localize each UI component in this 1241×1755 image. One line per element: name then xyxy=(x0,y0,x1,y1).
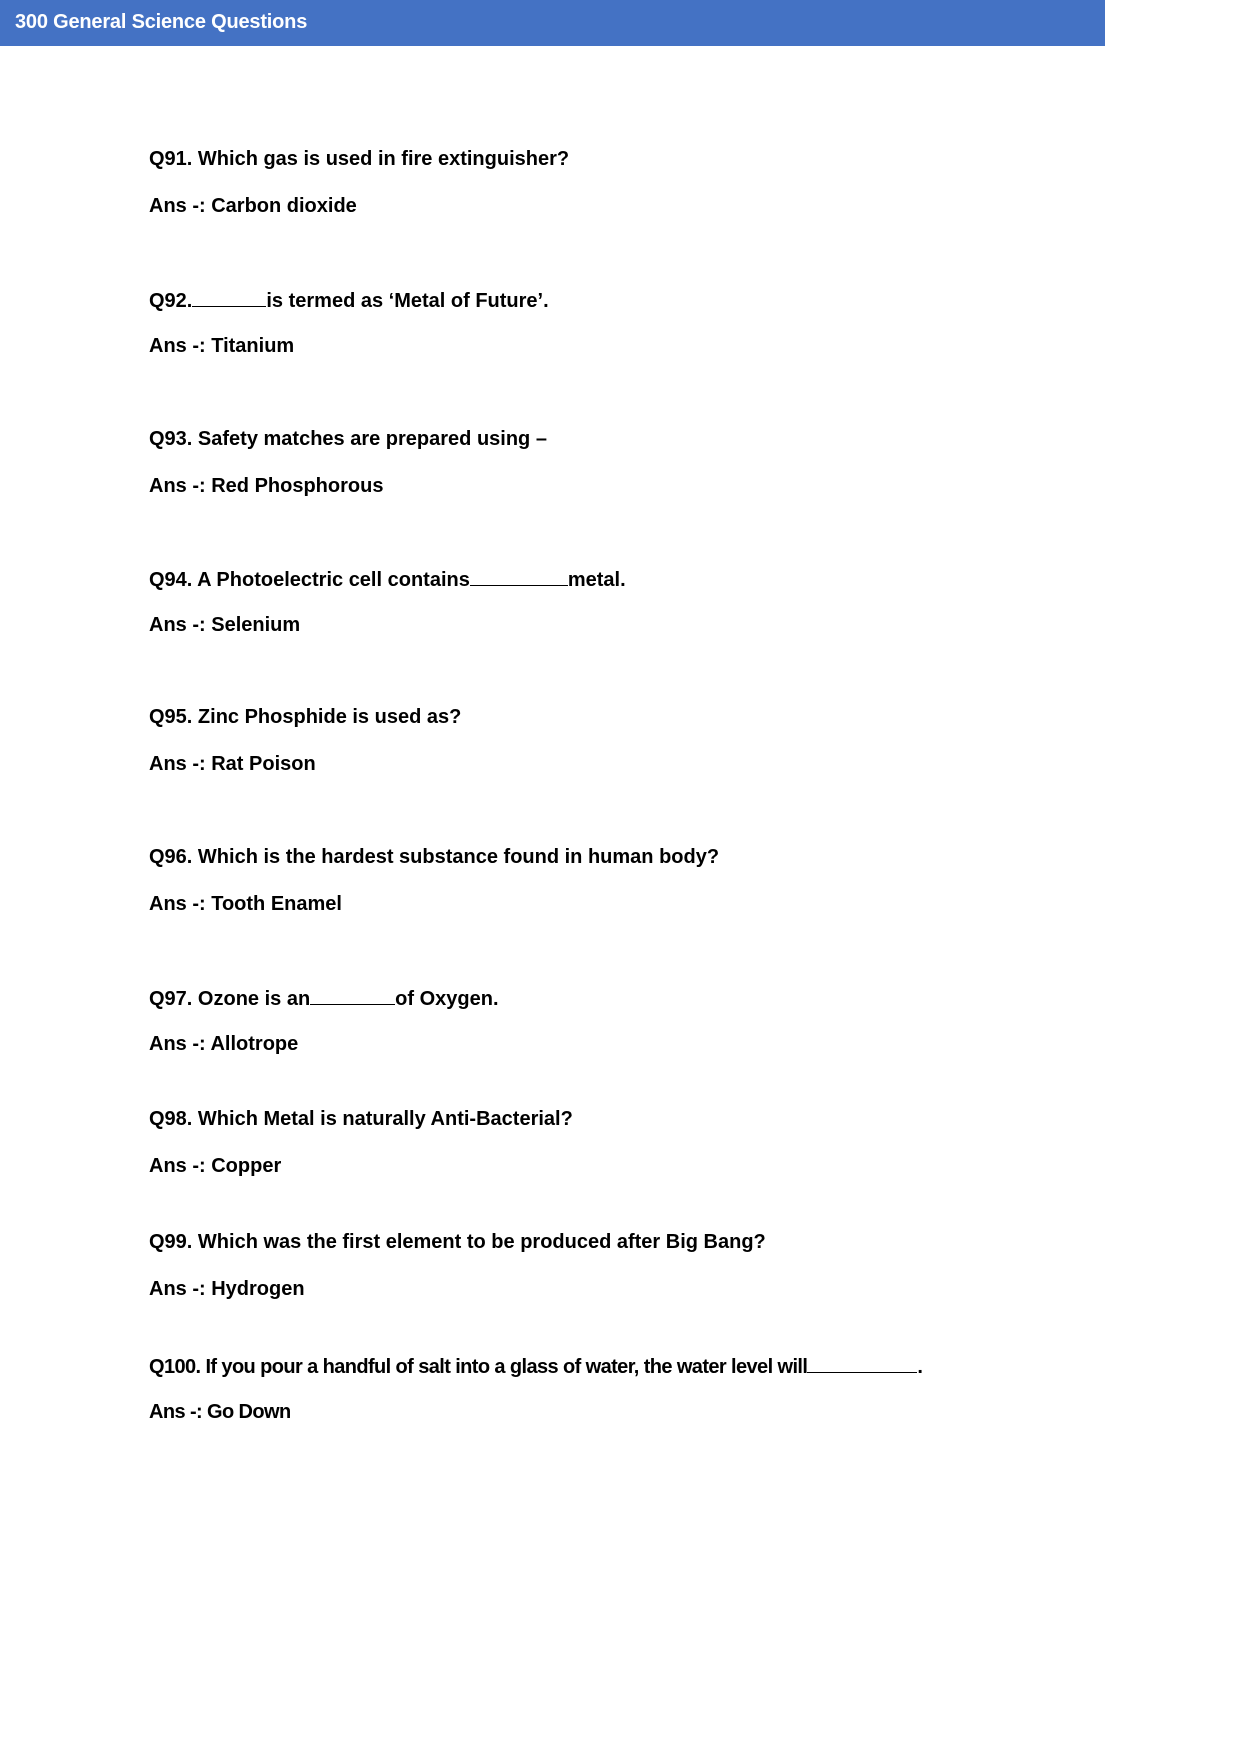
question-text: Which gas is used in fire extinguisher? xyxy=(192,148,570,170)
question-95 xyxy=(149,706,461,729)
question-number: Q91. xyxy=(149,148,193,170)
answer-99 xyxy=(149,1278,305,1301)
question-93 xyxy=(149,428,547,451)
question-number: Q95. xyxy=(149,706,193,728)
answer-93 xyxy=(149,475,383,498)
answer-98 xyxy=(149,1155,281,1178)
answer-prefix: Ans -: xyxy=(149,1155,206,1177)
question-number: Q93. xyxy=(149,428,193,450)
answer-text: Rat Poison xyxy=(205,753,316,775)
answer-97 xyxy=(149,1033,298,1056)
fill-in-blank xyxy=(192,288,266,307)
answer-prefix: Ans -: xyxy=(149,475,206,497)
question-91 xyxy=(149,148,569,171)
fill-in-blank xyxy=(807,1354,917,1373)
answer-prefix: Ans -: xyxy=(149,1033,206,1055)
document-title: 300 General Science Questions xyxy=(15,11,308,33)
question-text: If you pour a handful of salt into a glass of water, the water level will xyxy=(200,1356,808,1378)
question-number: Q98. xyxy=(149,1108,193,1130)
answer-text: Titanium xyxy=(205,335,295,357)
question-97 xyxy=(149,986,499,1011)
question-text: is termed as ‘Metal of Future’. xyxy=(266,290,549,312)
question-text: Which was the first element to be produced after Big Bang? xyxy=(192,1231,766,1253)
answer-text: Tooth Enamel xyxy=(205,893,342,915)
answer-94 xyxy=(149,614,300,637)
answer-text: Go Down xyxy=(202,1401,291,1423)
question-number: Q99. xyxy=(149,1231,193,1253)
answer-100 xyxy=(149,1401,291,1424)
question-number: Q100. xyxy=(149,1356,201,1378)
question-98 xyxy=(149,1108,573,1131)
question-text: of Oxygen. xyxy=(395,988,499,1010)
answer-95 xyxy=(149,753,316,776)
question-text: Ozone is an xyxy=(192,988,311,1010)
answer-text: Hydrogen xyxy=(205,1278,305,1300)
header-bar xyxy=(0,0,1105,46)
answer-91 xyxy=(149,195,357,218)
question-text: Which Metal is naturally Anti-Bacterial? xyxy=(192,1108,573,1130)
answer-prefix: Ans -: xyxy=(149,893,206,915)
fill-in-blank xyxy=(470,567,568,586)
answer-prefix: Ans -: xyxy=(149,1278,206,1300)
answer-text: Allotrope xyxy=(205,1033,299,1055)
answer-text: Copper xyxy=(205,1155,282,1177)
answer-text: Selenium xyxy=(205,614,301,636)
question-number: Q92. xyxy=(149,290,193,312)
answer-prefix: Ans -: xyxy=(149,195,206,217)
question-text: Which is the hardest substance found in human body? xyxy=(192,846,720,868)
question-94 xyxy=(149,567,626,592)
question-text: . xyxy=(917,1356,923,1378)
question-number: Q96. xyxy=(149,846,193,868)
answer-prefix: Ans -: xyxy=(149,1401,203,1423)
answer-96 xyxy=(149,893,342,916)
answer-92 xyxy=(149,335,294,358)
question-number: Q97. xyxy=(149,988,193,1010)
answer-prefix: Ans -: xyxy=(149,335,206,357)
question-text: metal. xyxy=(567,569,626,591)
question-number: Q94. xyxy=(149,569,193,591)
question-text: Safety matches are prepared using – xyxy=(192,428,547,450)
question-99 xyxy=(149,1231,766,1254)
question-text: Zinc Phosphide is used as? xyxy=(192,706,462,728)
fill-in-blank xyxy=(310,986,395,1005)
question-96 xyxy=(149,846,719,869)
question-text: A Photoelectric cell contains xyxy=(192,569,470,591)
question-92 xyxy=(149,288,549,313)
answer-prefix: Ans -: xyxy=(149,614,206,636)
answer-text: Carbon dioxide xyxy=(205,195,357,217)
answer-prefix: Ans -: xyxy=(149,753,206,775)
question-100 xyxy=(149,1354,922,1379)
answer-text: Red Phosphorous xyxy=(205,475,384,497)
